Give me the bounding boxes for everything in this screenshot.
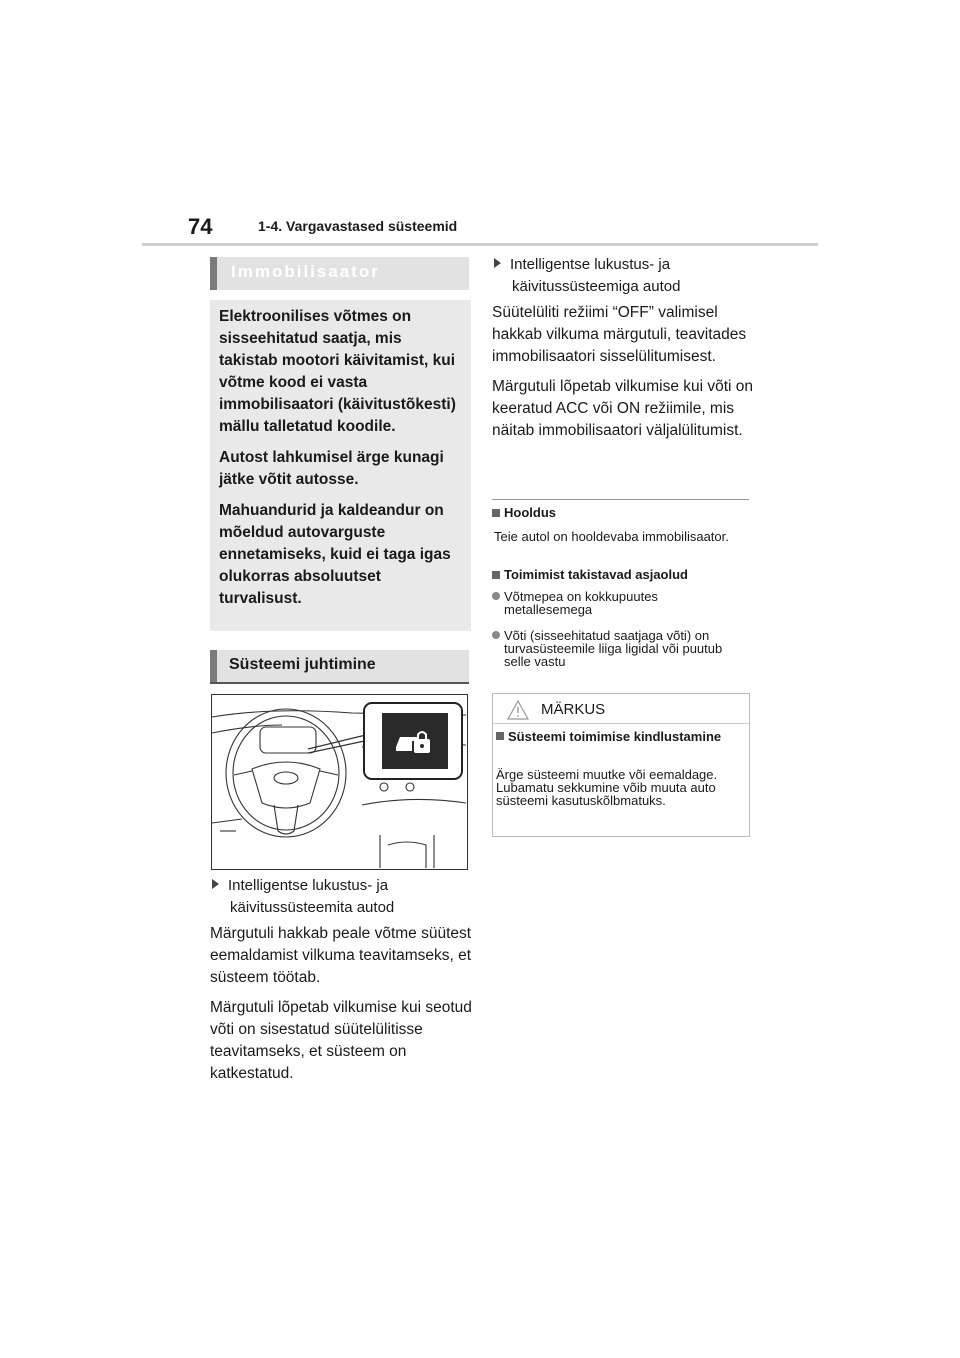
page-number: 74 [188, 214, 213, 239]
steering-wheel-icon [212, 695, 466, 868]
round-bullet-icon [492, 592, 500, 600]
arrow-icon [212, 879, 219, 889]
left-paragraph: Märgutuli lõpetab vilkumise kui seotud võti on sisestatud süütelülitisse teavitamseks, et süsteem on katkestatud. [210, 999, 472, 1082]
notice-box [492, 693, 750, 837]
notice-titlebar [493, 694, 749, 724]
left-subheading [212, 875, 472, 919]
arrow-icon [494, 258, 501, 268]
heading-underline [210, 682, 469, 684]
hooldus-heading [492, 506, 556, 519]
systeemi-juhtimine-heading-text: Süsteemi juhtimine [229, 656, 376, 673]
right-body [492, 302, 754, 450]
notice-title: MÄRKUS [541, 701, 606, 718]
left-paragraph: Märgutuli hakkab peale võtme süütest eemaldamist vilkuma teavitamseks, et süsteem töötab. [210, 925, 472, 986]
takistavad-title: Toimimist takistavad asjaolud [504, 567, 688, 582]
notice-subheading-text: Süsteemi toimimise kindlustamine [508, 729, 722, 744]
right-subheading [494, 254, 754, 298]
notice-text: Ärge süsteemi muutke või eemaldage. Lubamatu sekkumine võib muuta auto süsteemi kasutuskõlbmatuks. [496, 767, 718, 808]
left-subheading-line2: käivitussüsteemita autod [230, 899, 395, 916]
round-bullet-icon [492, 631, 500, 639]
list-item [492, 590, 742, 616]
warning-paragraph: Mahuandurid ja kaldeandur on mõeldud autovarguste ennetamiseks, kuid ei taga igas olukorras absoluutset turvalisust. [219, 502, 451, 607]
warning-box [210, 300, 471, 631]
left-subheading-line1: Intelligentse lukustus- ja [228, 877, 389, 894]
immobilisaator-heading-text: Immobilisaator [231, 262, 380, 281]
section-title: 1-4. Vargavastased süsteemid [258, 218, 458, 234]
square-bullet-icon [496, 732, 504, 740]
immobilisaator-heading [210, 257, 469, 290]
right-paragraph: Süütelüliti režiimi “OFF” valimisel hakkab vilkuma märgutuli, teavitades immobilisaatori sisselülitumisest. [492, 304, 747, 365]
warning-triangle-icon [507, 700, 529, 720]
right-paragraph: Märgutuli lõpetab vilkumise kui võti on keeratud ACC või ON režiimile, mis näitab immobilisaatori väljalülitumist. [492, 378, 754, 439]
left-body [210, 923, 472, 1093]
takistavad-heading [492, 568, 688, 581]
notice-subheading [496, 730, 736, 743]
hooldus-title: Hooldus [504, 505, 556, 520]
dashboard-illustration [211, 694, 468, 870]
square-bullet-icon [492, 509, 500, 517]
notes-divider [492, 499, 749, 500]
header-rule [142, 243, 818, 246]
systeemi-juhtimine-heading [210, 650, 469, 683]
square-bullet-icon [492, 571, 500, 579]
list-item-text: Võti (sisseehitatud saatjaga võti) on turvasüsteemile liiga ligidal või puutub selle vastu [504, 628, 723, 669]
right-subheading-line2: käivitussüsteemiga autod [512, 278, 681, 295]
hooldus-text: Teie autol on hooldevaba immobilisaator. [494, 529, 729, 544]
list-item-text: Võtmepea on kokkupuutes metallesemega [504, 589, 658, 617]
warning-paragraph: Autost lahkumisel ärge kunagi jätke võtit autosse. [219, 449, 444, 488]
list-item [492, 629, 750, 668]
right-subheading-line1: Intelligentse lukustus- ja [510, 256, 671, 273]
warning-paragraph: Elektroonilises võtmes on sisseehitatud saatja, mis takistab mootori käivitamist, kui võtme kood ei vasta immobilisaatori (käivitustõkesti) mällu talletatud koodile. [219, 308, 456, 435]
